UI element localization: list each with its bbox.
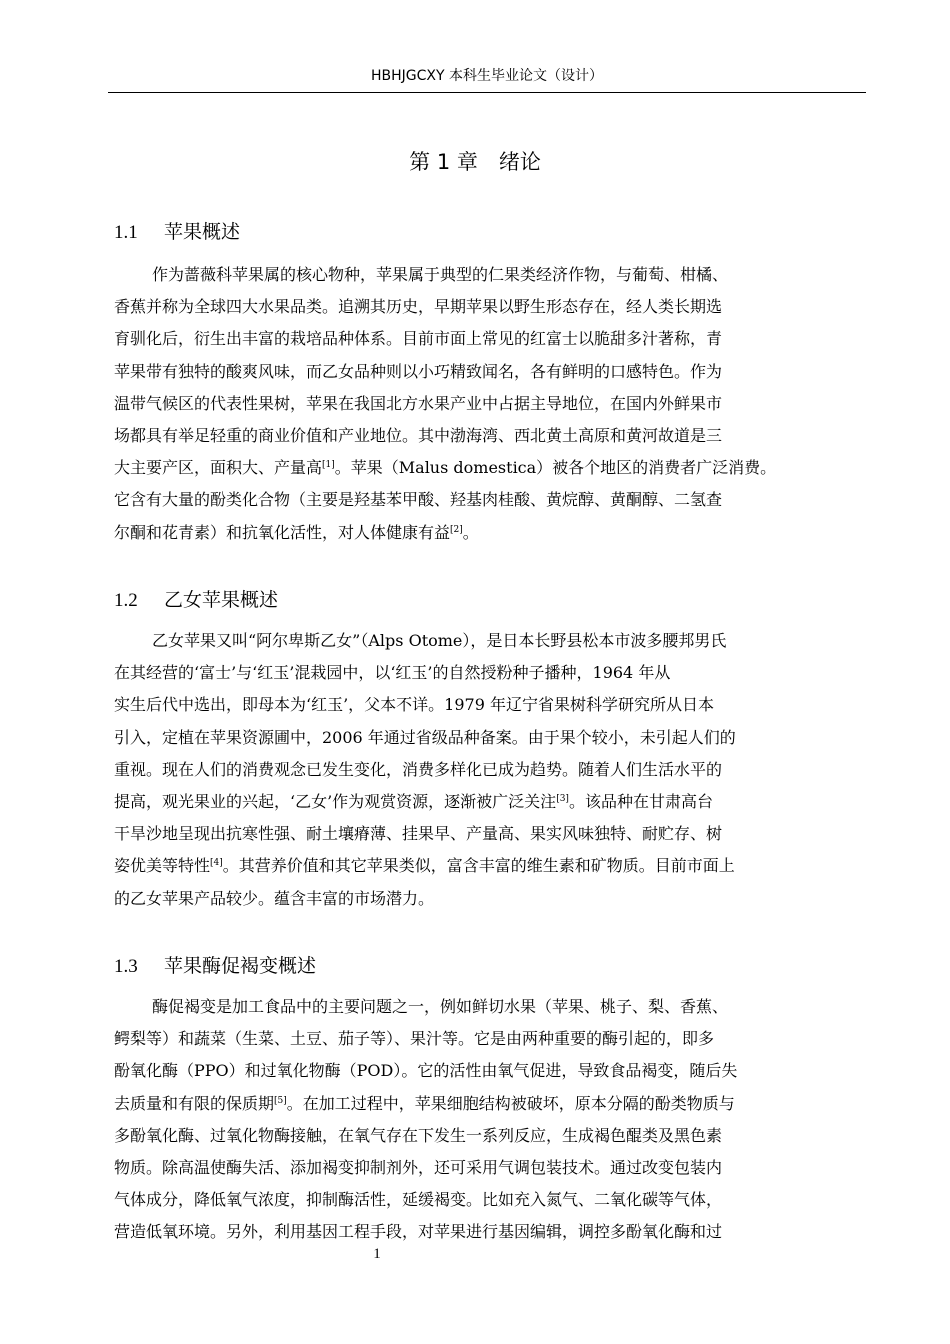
text-line: 乙女苹果又叫“阿尔卑斯乙女”（Alps Otome），是日本长野县松本市波多腰邦男氏	[152, 631, 727, 650]
page-number: 1	[373, 1246, 381, 1262]
text-line: 姿优美等特性[4]。其营养价值和其它苹果类似，富含丰富的维生素和矿物质。目前市面上	[114, 856, 735, 876]
text-line: 在其经营的‘富士’与‘红玉’混栽园中，以‘红玉’的自然授粉种子播种，1964 年从	[114, 663, 671, 683]
text-line: 重视。现在人们的消费观念已发生变化，消费多样化已成为趋势。随着人们生活水平的	[114, 759, 723, 779]
text-line: 育驯化后，衍生出丰富的栽培品种体系。目前市面上常见的红富士以脆甜多汁著称，青	[114, 329, 723, 349]
paragraph-1-3	[114, 991, 874, 1249]
text-line: 的乙女苹果产品较少。蕴含丰富的市场潜力。	[114, 888, 435, 908]
text-line: 场都具有举足轻重的商业价值和产业地位。其中渤海湾、西北黄土高原和黄河故道是三	[114, 426, 723, 446]
section-heading-1-2	[114, 587, 278, 614]
section-heading-1-1	[114, 219, 240, 246]
paragraph-1-2	[114, 625, 874, 915]
text-line: 作为蔷薇科苹果属的核心物种，苹果属于典型的仁果类经济作物，与葡萄、柑橘、	[152, 265, 729, 284]
section-heading-1-3	[114, 953, 316, 980]
citation-ref: [1]	[322, 460, 335, 471]
text-line: 它含有大量的酚类化合物（主要是羟基苯甲酸、羟基肉桂酸、黄烷醇、黄酮醇、二氢查	[114, 490, 723, 510]
text-line: 实生后代中选出，即母本为‘红玉’，父本不详。1979 年辽宁省果树科学研究所从日本	[114, 695, 714, 715]
text-line: 香蕉并称为全球四大水果品类。追溯其历史，早期苹果以野生形态存在，经人类长期选	[114, 297, 723, 317]
section-number: 1.3	[114, 956, 138, 977]
section-title: 苹果酶促褐变概述	[164, 955, 317, 977]
text-line: 干旱沙地呈现出抗寒性强、耐土壤瘠薄、挂果早、产量高、果实风味独特、耐贮存、树	[114, 824, 723, 844]
page-header: HBHJGCXY 本科生毕业论文（设计）	[108, 66, 866, 93]
text-line: 鳄梨等）和蔬菜（生菜、土豆、茄子等）、果汁等。它是由两种重要的酶引起的，即多	[114, 1029, 715, 1049]
text-line: 大主要产区，面积大、产量高[1]。苹果（Malus domestica）被各个地区的消费者广泛消费。	[114, 458, 777, 478]
text-line: 物质。除高温使酶失活、添加褐变抑制剂外，还可采用气调包装技术。通过改变包装内	[114, 1158, 723, 1178]
paragraph-1-1	[114, 259, 874, 549]
text-line: 多酚氧化酶、过氧化物酶接触，在氧气存在下发生一系列反应，生成褐色醌类及黑色素	[114, 1125, 723, 1145]
text-line: 营造低氧环境。另外，利用基因工程手段，对苹果进行基因编辑，调控多酚氧化酶和过	[114, 1222, 723, 1242]
text-line: 引入，定植在苹果资源圃中，2006 年通过省级品种备案。由于果个较小，未引起人们的	[114, 727, 736, 747]
section-number: 1.2	[114, 590, 138, 611]
text-line: 尔酮和花青素）和抗氧化活性，对人体健康有益[2]。	[114, 522, 479, 542]
citation-ref: [2]	[450, 524, 463, 535]
citation-ref: [4]	[210, 858, 223, 869]
text-line: 温带气候区的代表性果树，苹果在我国北方水果产业中占据主导地位，在国内外鲜果市	[114, 393, 723, 413]
text-line: 苹果带有独特的酸爽风味，而乙女品种则以小巧精致闻名，各有鲜明的口感特色。作为	[114, 361, 723, 381]
section-title: 乙女苹果概述	[164, 589, 279, 611]
chapter-title: 第 1 章 绪论	[409, 150, 541, 174]
text-line: 提高，观光果业的兴起，‘乙女’作为观赏资源，逐渐被广泛关注[3]。该品种在甘肃高台	[114, 792, 713, 812]
section-number: 1.1	[114, 222, 138, 243]
text-line: 酚氧化酶（PPO）和过氧化物酶（POD）。它的活性由氧气促进，导致食品褐变，随后失	[114, 1061, 738, 1081]
citation-ref: [3]	[556, 794, 569, 805]
text-line: 气体成分，降低氧气浓度，抑制酶活性，延缓褐变。比如充入氮气、二氧化碳等气体，	[114, 1190, 723, 1210]
section-title: 苹果概述	[164, 221, 241, 243]
citation-ref: [5]	[274, 1095, 287, 1106]
text-line: 酶促褐变是加工食品中的主要问题之一，例如鲜切水果（苹果、桃子、梨、香蕉、	[152, 997, 729, 1016]
text-line: 去质量和有限的保质期[5]。在加工过程中，苹果细胞结构被破坏，原本分隔的酚类物质与	[114, 1093, 735, 1113]
